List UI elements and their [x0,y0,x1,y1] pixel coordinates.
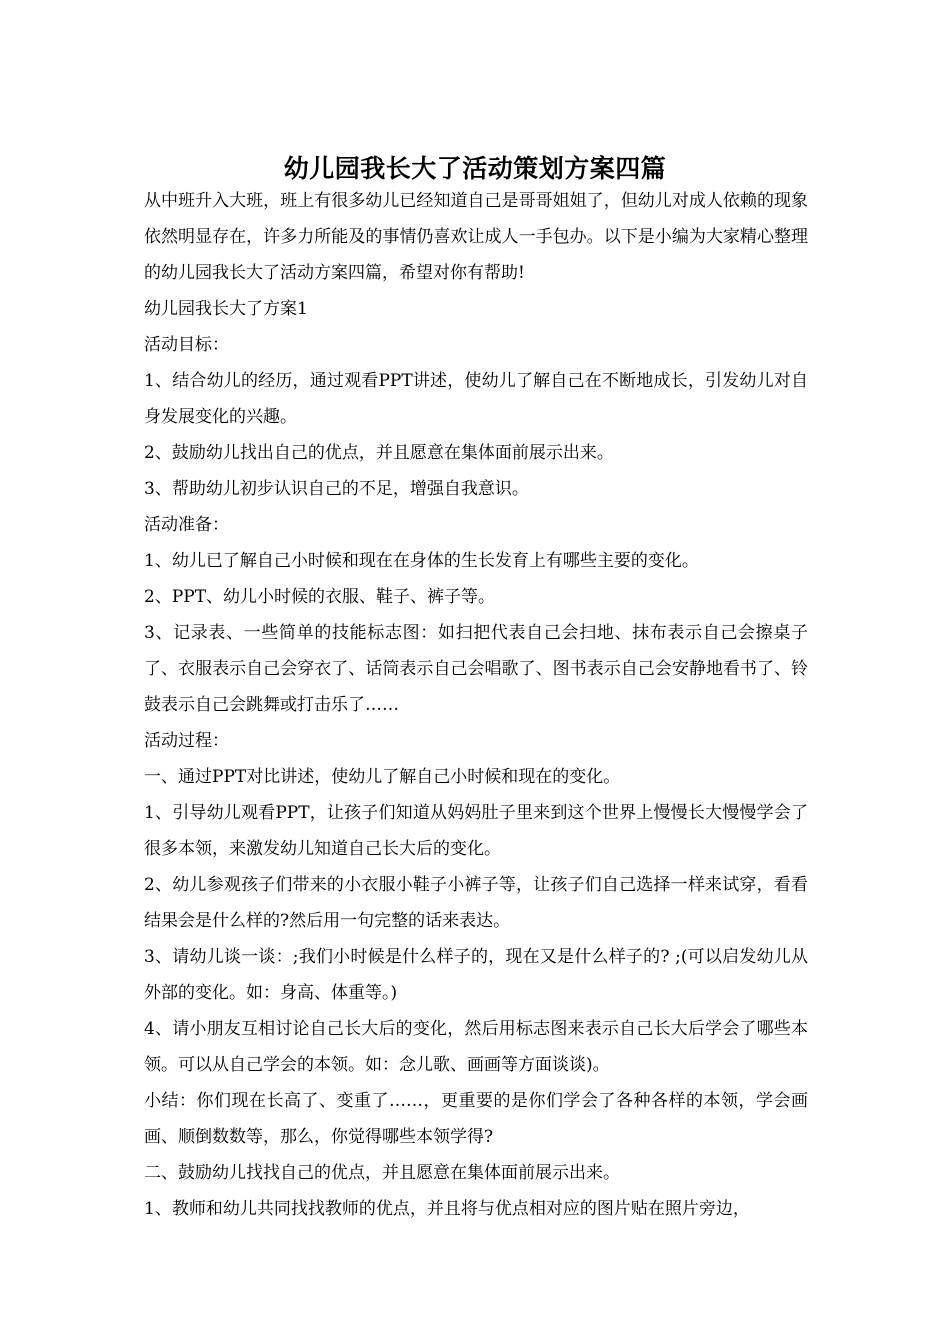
process-item: 4、请小朋友互相讨论自己长大后的变化，然后用标志图来表示自己长大后学会了哪些本领。可以从自己学会的本领。如：念儿歌、画画等方面谈谈)。 [144,1019,808,1075]
goal-item: 2、鼓励幼儿找出自己的优点，并且愿意在集体面前展示出来。 [144,443,614,463]
process-step-heading: 二、鼓励幼儿找找自己的优点，并且愿意在集体面前展示出来。 [144,1163,620,1183]
goal-item: 1、结合幼儿的经历，通过观看PPT讲述，使幼儿了解自己在不断地成长，引发幼儿对自身发展变化的兴趣。 [144,371,808,427]
preparation-item: 1、幼儿已了解自己小时候和现在在身体的生长发育上有哪些主要的变化。 [144,551,699,571]
process-step-heading: 一、通过PPT对比讲述，使幼儿了解自己小时候和现在的变化。 [144,767,621,787]
document-body [144,183,808,1227]
section-heading: 幼儿园我长大了方案1 [144,299,308,319]
process-item: 2、幼儿参观孩子们带来的小衣服小鞋子小裤子等，让孩子们自己选择一样来试穿，看看结果会是什么样的?然后用一句完整的话来表达。 [144,875,808,931]
subheading-preparation: 活动准备： [144,515,229,535]
intro-paragraph: 从中班升入大班，班上有很多幼儿已经知道自己是哥哥姐姐了，但幼儿对成人依赖的现象依然明显存在，许多力所能及的事情仍喜欢让成人一手包办。以下是小编为大家精心整理的幼儿园我长大了活动方案四篇，希望对你有帮助! [144,191,808,283]
preparation-item: 3、记录表、一些简单的技能标志图：如扫把代表自己会扫地、抹布表示自己会擦桌子了、衣服表示自己会穿衣了、话筒表示自己会唱歌了、图书表示自己会安静地看书了、铃鼓表示自己会跳舞或打击乐了…… [144,623,808,715]
process-item: 1、引导幼儿观看PPT，让孩子们知道从妈妈肚子里来到这个世界上慢慢长大慢慢学会了很多本领，来激发幼儿知道自己长大后的变化。 [144,803,808,859]
subheading-goals: 活动目标： [144,335,229,355]
preparation-item: 2、PPT、幼儿小时候的衣服、鞋子、裤子等。 [144,587,496,607]
summary-paragraph: 小结：你们现在长高了、变重了……，更重要的是你们学会了各种各样的本领，学会画画、顺倒数数等，那么，你觉得哪些本领学得? [144,1091,808,1147]
document-title: 幼儿园我长大了活动策划方案四篇 [283,153,667,183]
goal-item: 3、帮助幼儿初步认识自己的不足，增强自我意识。 [144,479,529,499]
subheading-process: 活动过程： [144,731,229,751]
process-item: 3、请幼儿谈一谈：;我们小时候是什么样子的，现在又是什么样子的? ;(可以启发幼儿从外部的变化。如：身高、体重等。) [144,947,808,1003]
process-item: 1、教师和幼儿共同找找教师的优点，并且将与优点相对应的图片贴在照片旁边， [144,1199,750,1219]
